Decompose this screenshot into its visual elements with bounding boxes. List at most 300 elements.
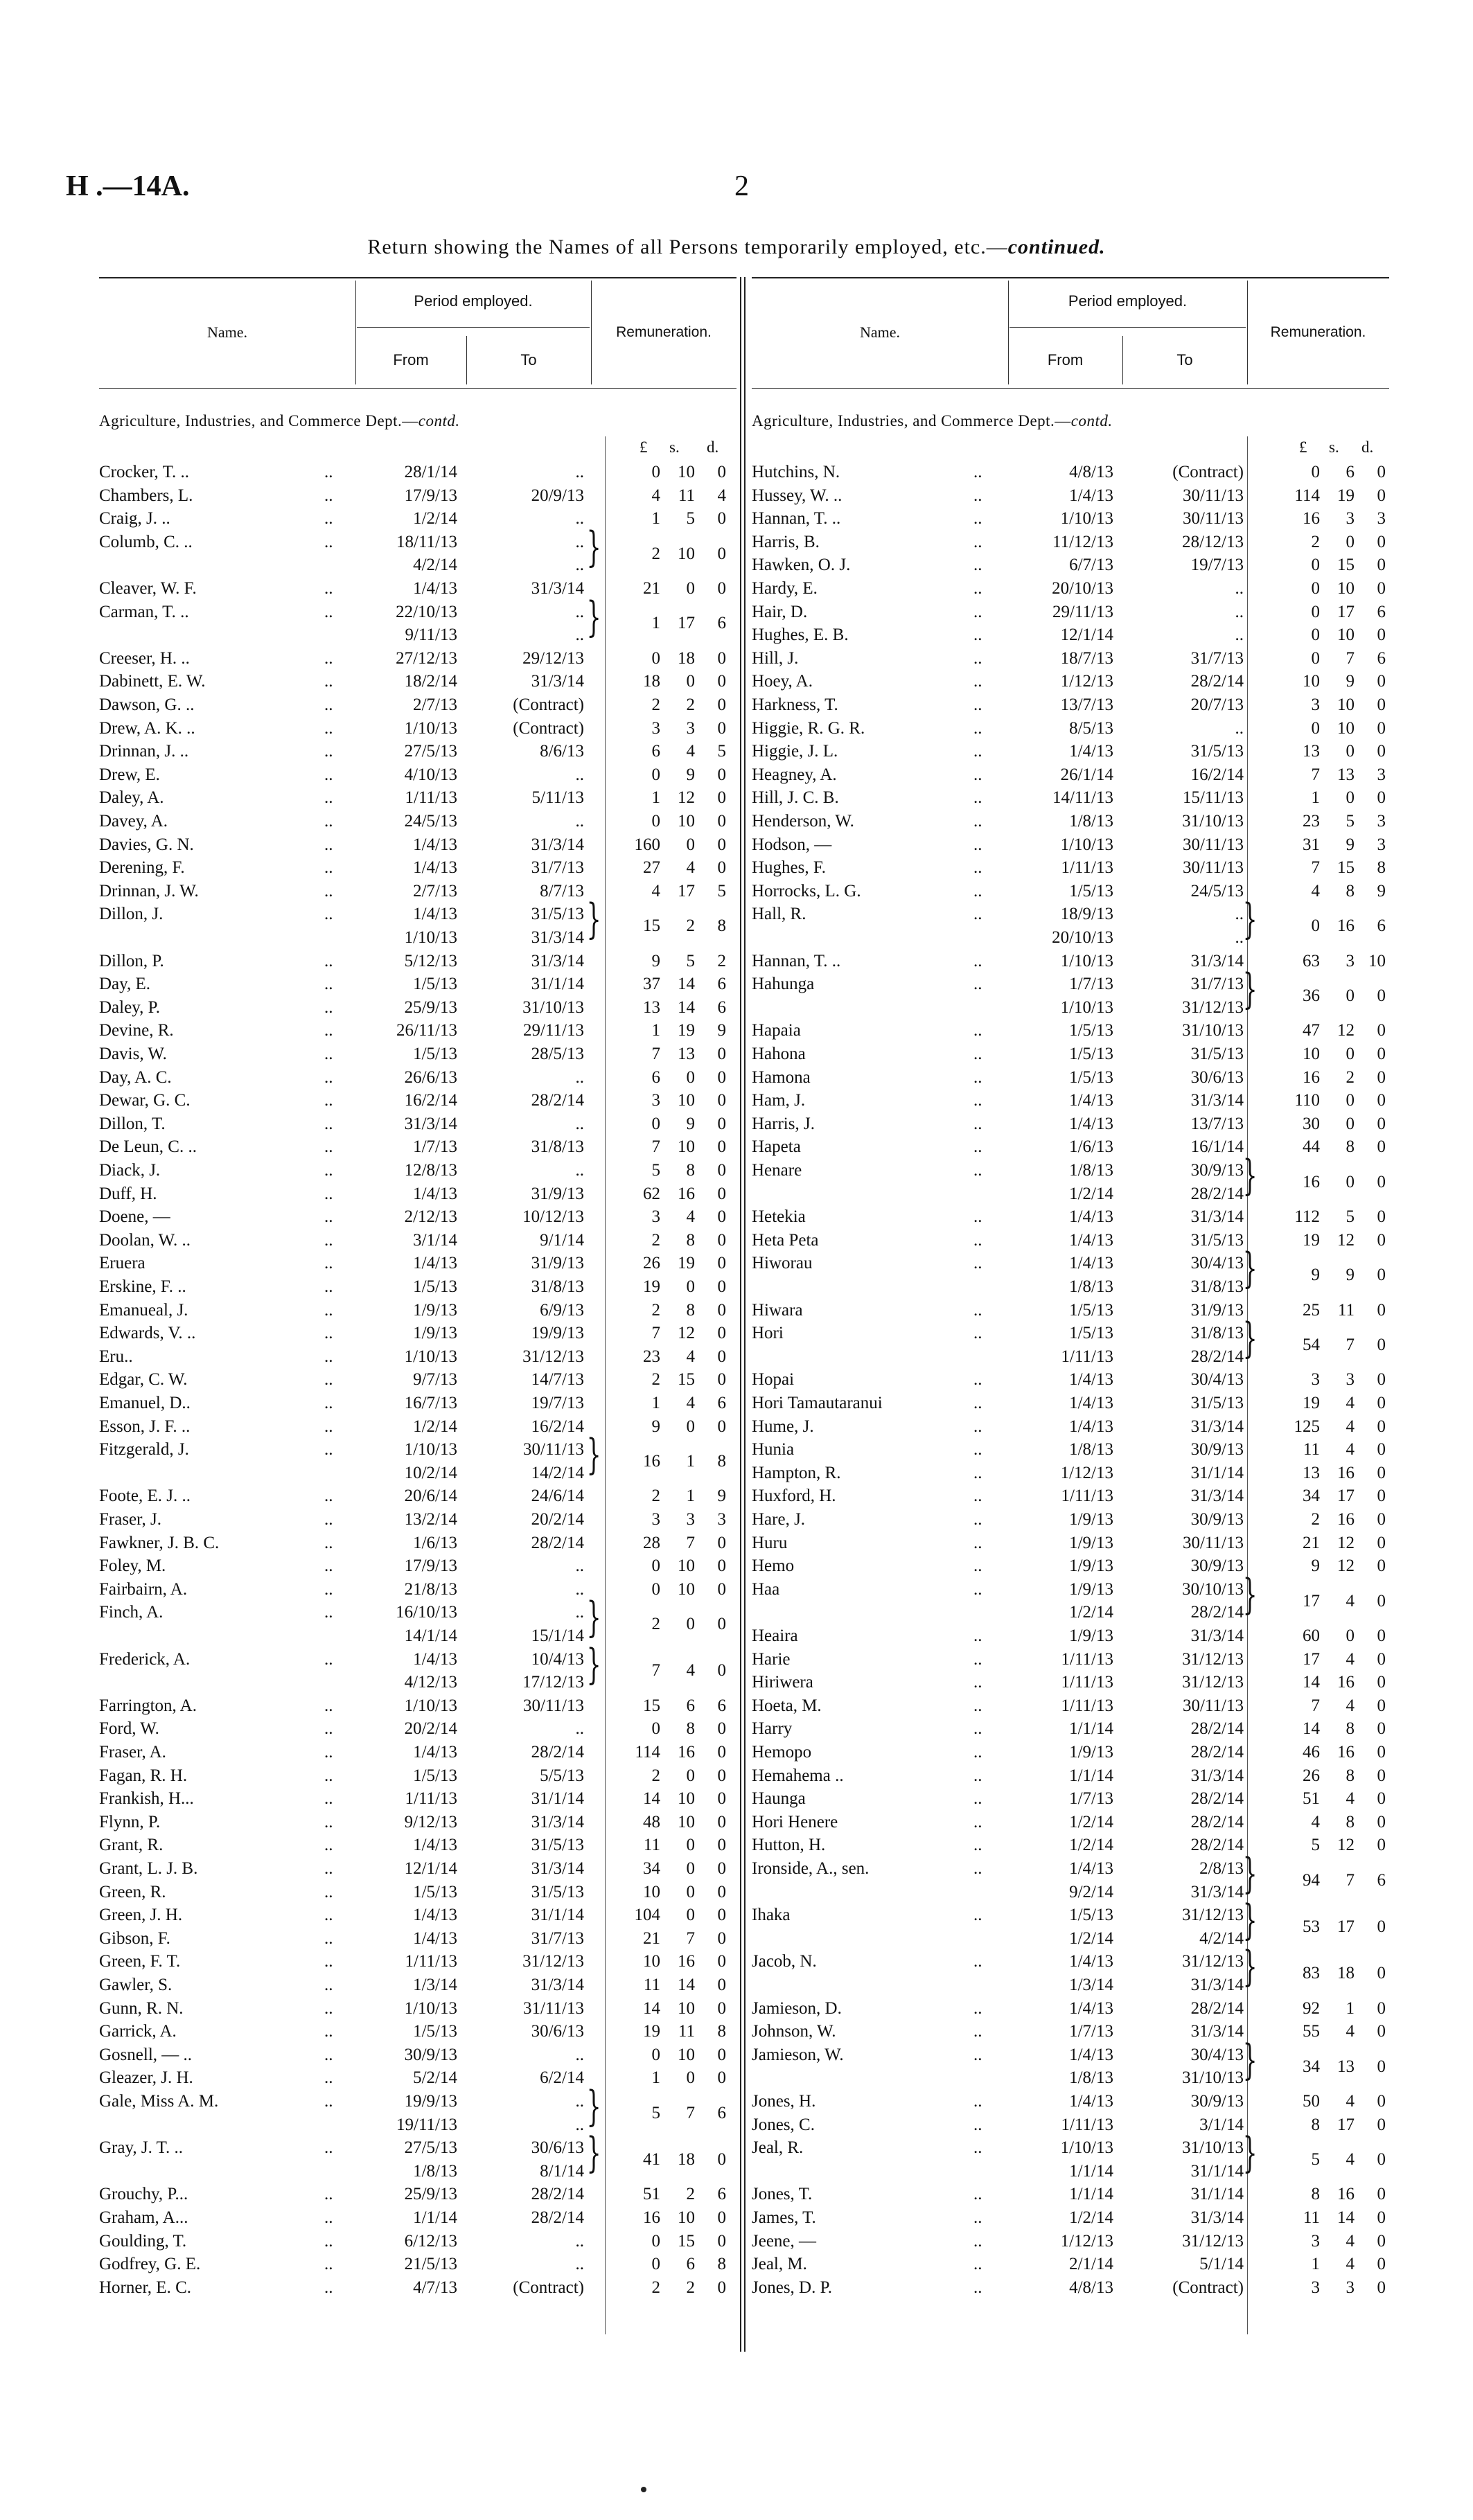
leader-dots: .. xyxy=(324,672,333,691)
row-to: .. xyxy=(575,1603,584,1622)
leader-dots: .. xyxy=(973,1440,982,1459)
row-pence: 0 xyxy=(717,1579,726,1599)
row-pence: 6 xyxy=(717,614,726,633)
row-pence: 3 xyxy=(1377,765,1386,784)
row-to: 31/3/14 xyxy=(1190,1487,1244,1506)
row-from: 1/11/13 xyxy=(1061,2115,1113,2134)
row-to: 31/12/13 xyxy=(522,1347,584,1366)
row-from: 1/10/13 xyxy=(1060,509,1113,529)
table-row xyxy=(99,1717,736,1740)
row-from: 18/11/13 xyxy=(396,532,457,551)
row-pounds: 0 xyxy=(651,2045,660,2064)
row-pounds: 15 xyxy=(643,916,660,936)
brace-mark: } xyxy=(586,522,601,571)
row-from: 6/7/13 xyxy=(1069,556,1113,575)
leader-dots: .. xyxy=(973,1836,982,1855)
leader-dots: .. xyxy=(324,1161,333,1180)
leader-dots: .. xyxy=(973,2208,982,2227)
row-from: 1/4/13 xyxy=(413,579,457,598)
table-row xyxy=(99,1182,736,1205)
row-name: Dewar, G. C. xyxy=(99,1091,191,1110)
row-shillings: 12 xyxy=(1337,1836,1355,1855)
row-pounds: 25 xyxy=(1303,1300,1320,1320)
table-row xyxy=(752,1532,1389,1554)
table-row xyxy=(752,1671,1389,1694)
brace-mark: } xyxy=(1242,1151,1258,1200)
row-name: Heagney, A. xyxy=(752,765,837,784)
row-pence: 0 xyxy=(1377,2150,1386,2169)
leader-dots: .. xyxy=(324,1789,333,1809)
column-header-name: Name. xyxy=(859,323,901,341)
row-pence: 10 xyxy=(1368,951,1386,970)
row-pence: 6 xyxy=(1377,648,1386,668)
row-shillings: 10 xyxy=(678,544,695,563)
table-row xyxy=(752,763,1389,786)
column-header-to: To xyxy=(520,351,537,369)
row-name: Frankish, H... xyxy=(99,1789,194,1809)
table-row xyxy=(752,856,1389,879)
leader-dots: .. xyxy=(973,835,982,854)
row-from: 1/11/13 xyxy=(1061,1696,1113,1715)
row-shillings: 1 xyxy=(1346,1998,1355,2018)
row-pounds: 54 xyxy=(1303,1336,1320,1354)
row-to: 31/10/13 xyxy=(1182,2138,1244,2158)
row-name: Columb, C. .. xyxy=(99,532,193,551)
row-pence: 0 xyxy=(717,2208,726,2227)
row-name: Jamieson, D. xyxy=(752,1998,842,2018)
row-from: 9/7/13 xyxy=(413,1370,457,1390)
row-shillings: 10 xyxy=(678,1137,695,1157)
row-pence: 0 xyxy=(717,2045,726,2064)
row-pounds: 1 xyxy=(651,509,660,529)
row-to: .. xyxy=(1235,928,1244,947)
row-to: 28/2/14 xyxy=(1190,672,1244,691)
row-pence: 8 xyxy=(717,1452,726,1471)
row-shillings: 19 xyxy=(678,1021,695,1040)
leader-dots: .. xyxy=(973,1067,982,1087)
row-to: 8/1/14 xyxy=(540,2161,584,2181)
row-name: Hiriwera xyxy=(752,1673,813,1692)
row-pence: 0 xyxy=(717,835,726,854)
row-shillings: 15 xyxy=(678,1370,695,1390)
row-shillings: 2 xyxy=(686,2278,695,2297)
row-pence: 0 xyxy=(717,1789,726,1809)
row-to: 30/10/13 xyxy=(1182,1579,1244,1599)
row-to: 4/2/14 xyxy=(1199,1928,1244,1948)
row-name: Gunn, R. N. xyxy=(99,1998,184,2018)
row-from: 1/10/13 xyxy=(1060,2138,1113,2158)
row-pence: 0 xyxy=(717,1277,726,1296)
leader-dots: .. xyxy=(973,1812,982,1831)
row-shillings: 14 xyxy=(678,997,695,1017)
row-to: 30/11/13 xyxy=(1183,835,1244,854)
row-pounds: 10 xyxy=(643,1882,660,1901)
row-shillings: 11 xyxy=(678,486,695,505)
row-to: 20/7/13 xyxy=(1190,695,1244,714)
row-pounds: 0 xyxy=(1311,463,1320,481)
row-pounds: 3 xyxy=(651,1510,660,1529)
row-pence: 0 xyxy=(717,1533,726,1552)
row-name: Haa xyxy=(752,1579,780,1599)
row-to: .. xyxy=(1235,602,1244,621)
leader-dots: .. xyxy=(973,2115,982,2134)
leader-dots: .. xyxy=(324,975,333,994)
row-to: 31/12/13 xyxy=(1182,1952,1244,1971)
table-row xyxy=(99,1135,736,1158)
row-pence: 0 xyxy=(1377,1510,1386,1529)
row-from: 4/2/14 xyxy=(413,556,457,575)
row-shillings: 10 xyxy=(678,1812,695,1831)
row-to: 31/5/13 xyxy=(1190,1230,1244,1250)
leader-dots: .. xyxy=(324,1906,333,1925)
table-row xyxy=(99,1299,736,1322)
table-row xyxy=(752,1462,1389,1484)
row-pounds: 0 xyxy=(1311,556,1320,575)
leader-dots: .. xyxy=(973,2045,982,2064)
row-pounds: 83 xyxy=(1303,1964,1320,1983)
brace-mark: } xyxy=(586,895,601,944)
leader-dots: .. xyxy=(324,695,333,714)
row-to: 3/1/14 xyxy=(1199,2115,1244,2134)
table-row xyxy=(752,1438,1389,1461)
row-from: 1/4/13 xyxy=(1069,1230,1113,1250)
table-row xyxy=(752,553,1389,576)
row-pence: 0 xyxy=(717,1615,726,1634)
row-pounds: 9 xyxy=(651,951,660,970)
leader-dots: .. xyxy=(973,2138,982,2158)
row-name: Gray, J. T. .. xyxy=(99,2138,184,2158)
leader-dots: .. xyxy=(324,1603,333,1622)
leader-dots: .. xyxy=(973,1533,982,1552)
table-row xyxy=(99,996,736,1019)
row-shillings: 12 xyxy=(1337,1556,1355,1576)
table-row xyxy=(99,973,736,995)
row-shillings: 4 xyxy=(1346,1696,1355,1715)
row-to: 31/3/14 xyxy=(1190,1882,1244,1901)
row-to: 15/11/13 xyxy=(1183,788,1244,808)
row-name: Hiworau xyxy=(752,1254,813,1273)
row-shillings: 14 xyxy=(1337,2208,1355,2227)
row-pence: 0 xyxy=(1377,1487,1386,1506)
row-name: Daley, P. xyxy=(99,997,160,1017)
leader-dots: .. xyxy=(324,1556,333,1576)
row-to: (Contract) xyxy=(1172,463,1244,481)
leader-dots: .. xyxy=(324,2231,333,2251)
row-pounds: 63 xyxy=(1303,951,1320,970)
row-shillings: 3 xyxy=(1346,2278,1355,2297)
row-pounds: 160 xyxy=(634,835,660,854)
row-shillings: 0 xyxy=(686,1859,695,1878)
row-shillings: 0 xyxy=(1346,788,1355,808)
leader-dots: .. xyxy=(324,1882,333,1901)
table-row xyxy=(752,577,1389,600)
row-shillings: 9 xyxy=(1346,835,1355,854)
row-to: .. xyxy=(1235,625,1244,645)
row-name: Hamona xyxy=(752,1067,811,1087)
row-pence: 0 xyxy=(717,1836,726,1855)
row-from: 1/9/13 xyxy=(1069,1510,1113,1529)
leader-dots: .. xyxy=(324,1045,333,1063)
row-name: Jones, H. xyxy=(752,2092,816,2111)
row-from: 1/4/13 xyxy=(1069,1207,1113,1227)
leader-dots: .. xyxy=(324,1533,333,1552)
leader-dots: .. xyxy=(324,648,333,668)
table-row xyxy=(752,461,1389,483)
row-to: 30/9/13 xyxy=(1190,1161,1244,1180)
row-shillings: 0 xyxy=(686,1882,695,1901)
column-header-period: Period employed. xyxy=(1068,292,1188,310)
row-to: 30/9/13 xyxy=(1190,2092,1244,2111)
row-pounds: 8 xyxy=(1311,2115,1320,2134)
row-shillings: 0 xyxy=(686,1615,695,1634)
brace-mark: } xyxy=(586,592,601,641)
row-name: Higgie, R. G. R. xyxy=(752,718,865,738)
row-shillings: 17 xyxy=(678,614,695,633)
row-pence: 6 xyxy=(717,1696,726,1715)
row-name: Dillon, P. xyxy=(99,951,164,970)
table-row xyxy=(752,1368,1389,1391)
row-pence: 6 xyxy=(717,975,726,994)
row-pence: 3 xyxy=(1377,835,1386,854)
row-to: 31/3/14 xyxy=(1190,1207,1244,1227)
row-name: Emanueal, J. xyxy=(99,1300,188,1320)
row-pence: 0 xyxy=(1377,1998,1386,2018)
leader-dots: .. xyxy=(324,1952,333,1971)
row-from: 1/4/13 xyxy=(1069,1370,1113,1390)
row-from: 1/4/13 xyxy=(1069,486,1113,505)
row-name: Hetekia xyxy=(752,1207,806,1227)
row-from: 31/3/14 xyxy=(404,1114,457,1133)
row-pence: 0 xyxy=(1377,1417,1386,1436)
leader-dots: .. xyxy=(324,1324,333,1343)
row-name: Grant, R. xyxy=(99,1836,164,1855)
row-shillings: 10 xyxy=(678,1789,695,1809)
row-pounds: 51 xyxy=(643,2185,660,2204)
leader-dots: .. xyxy=(973,812,982,831)
row-pence: 5 xyxy=(717,881,726,900)
row-pounds: 18 xyxy=(643,672,660,691)
row-pence: 0 xyxy=(1377,2115,1386,2134)
row-shillings: 3 xyxy=(1346,1370,1355,1390)
row-shillings: 13 xyxy=(678,1045,695,1063)
leader-dots: .. xyxy=(324,2022,333,2041)
row-to: 31/10/13 xyxy=(1182,2068,1244,2088)
row-from: 1/5/13 xyxy=(1069,881,1113,900)
row-from: 1/4/13 xyxy=(1069,742,1113,761)
row-from: 2/12/13 xyxy=(404,1207,457,1227)
row-name: Hahona xyxy=(752,1045,806,1063)
row-pounds: 36 xyxy=(1303,986,1320,1005)
row-to: 19/7/13 xyxy=(531,1394,584,1412)
leader-dots: .. xyxy=(973,1998,982,2018)
row-pence: 0 xyxy=(717,1859,726,1878)
row-pence: 0 xyxy=(717,1347,726,1366)
row-name: Goulding, T. xyxy=(99,2231,187,2251)
row-shillings: 8 xyxy=(686,1230,695,1250)
table-row xyxy=(99,507,736,530)
row-pence: 0 xyxy=(717,2278,726,2297)
row-name: Haunga xyxy=(752,1789,806,1809)
row-pounds: 37 xyxy=(643,975,660,994)
row-pence: 0 xyxy=(1377,625,1386,645)
row-from: 1/4/13 xyxy=(413,1184,457,1203)
row-name: Dillon, J. xyxy=(99,905,164,924)
row-to: 14/7/13 xyxy=(531,1370,584,1390)
row-pence: 0 xyxy=(717,579,726,598)
row-to: 6/9/13 xyxy=(540,1300,584,1320)
row-pence: 8 xyxy=(717,2255,726,2274)
leader-dots: .. xyxy=(324,1487,333,1506)
row-pence: 0 xyxy=(1377,1336,1386,1354)
row-shillings: 10 xyxy=(678,2208,695,2227)
row-from: 1/9/13 xyxy=(413,1324,457,1343)
leader-dots: .. xyxy=(324,1766,333,1785)
leader-dots: .. xyxy=(324,1696,333,1715)
row-pounds: 0 xyxy=(1311,718,1320,738)
row-to: .. xyxy=(575,602,584,621)
section-title-contd: contd. xyxy=(418,412,460,429)
row-pounds: 0 xyxy=(1311,625,1320,645)
row-pence: 0 xyxy=(1377,1964,1386,1983)
row-name: Godfrey, G. E. xyxy=(99,2255,201,2274)
row-name: Gleazer, J. H. xyxy=(99,2068,193,2088)
row-from: 29/11/13 xyxy=(1052,602,1113,621)
leader-dots: .. xyxy=(973,1370,982,1390)
table-row xyxy=(99,1811,736,1834)
table-row xyxy=(752,1229,1389,1252)
row-pounds: 10 xyxy=(1303,672,1320,691)
row-shillings: 4 xyxy=(1346,1649,1355,1669)
row-shillings: 2 xyxy=(686,916,695,936)
row-to: 16/1/14 xyxy=(1190,1137,1244,1157)
leader-dots: .. xyxy=(973,1743,982,1762)
row-pence: 0 xyxy=(1377,788,1386,808)
row-pence: 0 xyxy=(1377,1266,1386,1285)
table-row xyxy=(752,786,1389,809)
row-pence: 0 xyxy=(717,695,726,714)
row-from: 27/12/13 xyxy=(396,648,457,668)
leader-dots: .. xyxy=(973,2231,982,2251)
row-to: 28/2/14 xyxy=(1190,1719,1244,1739)
table-row xyxy=(752,2090,1389,2113)
currency-shillings: s. xyxy=(1329,438,1339,456)
row-name: Fitzgerald, J. xyxy=(99,1440,189,1459)
row-shillings: 16 xyxy=(1337,1673,1355,1692)
row-to: 31/7/13 xyxy=(531,858,584,878)
table-row xyxy=(99,1578,736,1601)
row-pence: 0 xyxy=(717,2150,726,2169)
row-name: Johnson, W. xyxy=(752,2022,836,2041)
table-row xyxy=(752,1508,1389,1531)
row-pounds: 10 xyxy=(643,1952,660,1971)
row-pence: 0 xyxy=(717,1184,726,1203)
row-pence: 5 xyxy=(717,742,726,761)
row-name: Harry xyxy=(752,1719,793,1739)
brace-mark: } xyxy=(1242,2129,1258,2178)
row-pounds: 2 xyxy=(651,1230,660,1250)
row-pence: 0 xyxy=(717,2231,726,2251)
leader-dots: .. xyxy=(973,486,982,505)
row-to: .. xyxy=(575,556,584,575)
row-from: 4/8/13 xyxy=(1069,463,1113,481)
table-row xyxy=(752,507,1389,530)
leader-dots: .. xyxy=(324,1417,333,1436)
row-shillings: 18 xyxy=(1337,1964,1355,1983)
row-name: Fagan, R. H. xyxy=(99,1766,188,1785)
row-from: 1/9/13 xyxy=(1069,1626,1113,1645)
currency-pounds: £ xyxy=(1299,438,1307,456)
row-name: Hunia xyxy=(752,1440,795,1459)
row-name: Esson, J. F. .. xyxy=(99,1417,191,1436)
row-to: 31/12/13 xyxy=(1182,1649,1244,1669)
row-name: Jacob, N. xyxy=(752,1952,817,1971)
row-to: (Contract) xyxy=(513,2278,584,2297)
row-shillings: 9 xyxy=(1346,1266,1355,1285)
brace-mark: } xyxy=(1242,965,1258,1014)
row-name: Gibson, F. xyxy=(99,1928,170,1948)
row-shillings: 12 xyxy=(1337,1021,1355,1040)
row-to: 31/12/13 xyxy=(1182,1906,1244,1925)
row-pence: 0 xyxy=(717,1766,726,1785)
row-pounds: 7 xyxy=(651,1661,660,1680)
row-to: 28/12/13 xyxy=(1182,532,1244,551)
row-pence: 0 xyxy=(717,1719,726,1739)
row-to: 28/2/14 xyxy=(1190,1998,1244,2018)
brace-mark: } xyxy=(1242,1896,1258,1945)
row-pounds: 1 xyxy=(651,788,660,808)
leader-dots: .. xyxy=(973,1463,982,1482)
row-to: 28/2/14 xyxy=(1190,1603,1244,1622)
row-from: 1/10/13 xyxy=(1060,997,1113,1017)
table-row xyxy=(752,693,1389,716)
row-to: 5/5/13 xyxy=(540,1766,584,1785)
row-to: (Contract) xyxy=(513,695,584,714)
leader-dots: .. xyxy=(324,2208,333,2227)
row-from: 1/4/13 xyxy=(1069,1254,1113,1273)
leader-dots: .. xyxy=(973,648,982,668)
leader-dots: .. xyxy=(973,881,982,900)
row-from: 1/2/14 xyxy=(1069,1928,1113,1948)
row-pounds: 16 xyxy=(643,2208,660,2227)
row-to: .. xyxy=(575,2045,584,2064)
row-pence: 9 xyxy=(1377,881,1386,900)
row-from: 18/2/14 xyxy=(404,672,457,691)
row-from: 1/4/13 xyxy=(413,1743,457,1762)
row-shillings: 0 xyxy=(686,672,695,691)
row-shillings: 12 xyxy=(678,788,695,808)
row-name: Harie xyxy=(752,1649,791,1669)
row-pounds: 7 xyxy=(1311,765,1320,784)
row-pounds: 27 xyxy=(643,858,660,878)
row-from: 1/10/13 xyxy=(404,1696,457,1715)
leader-dots: .. xyxy=(973,1626,982,1645)
row-shillings: 3 xyxy=(686,718,695,738)
section-title-text: Agriculture, Industries, and Commerce Dept.— xyxy=(752,412,1071,429)
row-pounds: 16 xyxy=(643,1452,660,1471)
leader-dots: .. xyxy=(324,463,333,481)
row-pence: 0 xyxy=(1377,1836,1386,1855)
row-shillings: 4 xyxy=(1346,2231,1355,2251)
table-row xyxy=(99,461,736,483)
row-to: 31/3/14 xyxy=(1190,2022,1244,2041)
row-to: 31/3/14 xyxy=(1190,1091,1244,1110)
table-row xyxy=(99,1415,736,1438)
row-from: 13/7/13 xyxy=(1060,695,1113,714)
leader-dots: .. xyxy=(973,905,982,924)
row-pence: 0 xyxy=(717,1417,726,1436)
row-shillings: 8 xyxy=(1346,1719,1355,1739)
row-from: 14/1/14 xyxy=(404,1626,457,1645)
